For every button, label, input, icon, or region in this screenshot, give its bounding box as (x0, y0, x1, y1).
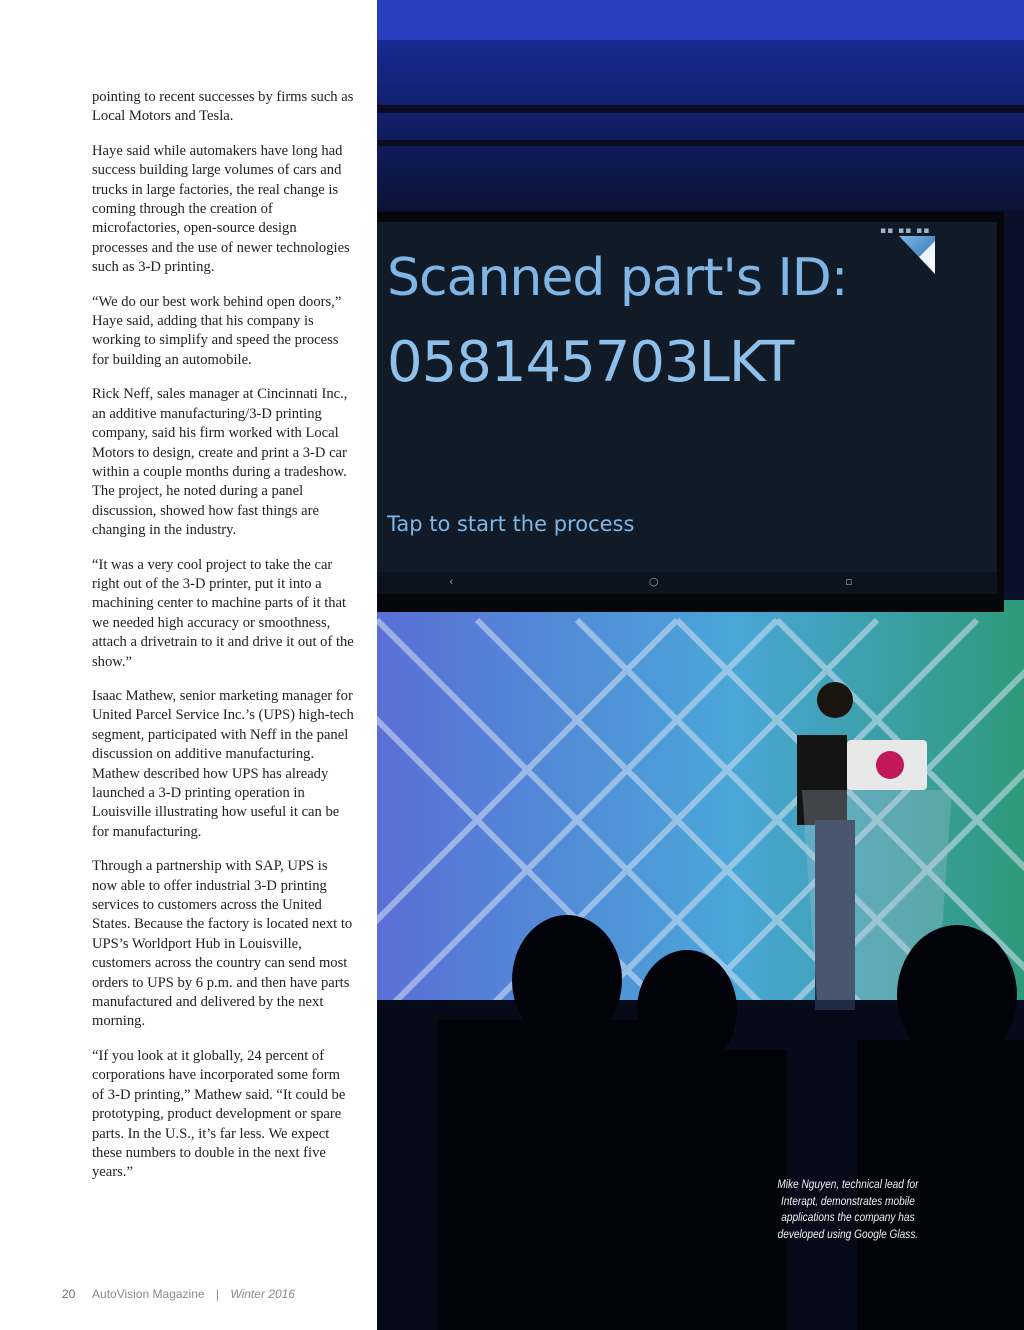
page-footer (62, 1287, 295, 1301)
magazine-name: AutoVision Magazine (92, 1287, 205, 1301)
status-icons: ▪▪ ▪▪ ▪▪ (880, 226, 931, 236)
article-paragraph: “We do our best work behind open doors,” Haye said, adding that his company is working to simplify and speed the process for building an automobile. (92, 293, 342, 368)
article-paragraph: “It was a very cool project to take the car right out of the 3-D printer, put it into a machining center to machine parts of it that we needed high accuracy or smoothness, attach a drivetrain to it and drive it out of the show.” (92, 556, 354, 670)
back-icon: ‹ (449, 575, 454, 588)
article-body (92, 88, 354, 1198)
tap-to-start-label: Tap to start the process (387, 512, 635, 536)
page-number: 20 (62, 1287, 76, 1301)
screen-nav-bar (377, 572, 997, 594)
article-paragraph: Haye said while automakers have long had success building large volumes of cars and trucks in large factories, the real change is coming through the creation of microfactories, open-source design processes and the use of newer technologies such as 3-D printing. (92, 142, 350, 276)
article-paragraph: Through a partnership with SAP, UPS is now able to offer industrial 3-D printing services to customers across the United States. Because the factory is located next to UPS’s Worldport Hub in Louisville, customers across the country can send most orders to UPS by 6 p.m. and then have parts manufactured and delivered by the next morning. (92, 858, 353, 1030)
scanned-part-id: 058145703LKT (387, 330, 794, 395)
photo-caption: Mike Nguyen, technical lead for Interapt, demonstrates mobile applications the company has developed using Google Glass. (777, 1179, 919, 1241)
article-paragraph: pointing to recent successes by firms such as Local Motors and Tesla. (92, 89, 354, 125)
article-paragraph: Rick Neff, sales manager at Cincinnati Inc., an additive manufacturing/3-D printing company, said his firm worked with Local Motors to design, create and print a 3-D car within a couple months during a tradeshow. The project, he noted during a panel discussion, showed how fast things are changing in the industry. (92, 386, 348, 539)
issue-date: Winter 2016 (230, 1287, 295, 1301)
footer-separator: | (215, 1287, 220, 1301)
recent-apps-icon: ▫ (845, 575, 853, 588)
stage-photo (377, 0, 1024, 1330)
home-icon: ○ (649, 575, 659, 588)
article-paragraph: “If you look at it globally, 24 percent of corporations have incorporated some form of 3-D printing,” Mathew said. “It could be prototyping, product development or spare parts. In the U.S., it’s far less. We expect these numbers to double in the next five years.” (92, 1047, 346, 1181)
stage-scene-illustration (377, 0, 1024, 1330)
article-paragraph: Isaac Mathew, senior marketing manager for United Parcel Service Inc.’s (UPS) high-tech segment, participated with Neff in the panel discussion on additive manufacturing. Mathew described how UPS has already launched a 3-D printing operation in Louisville illustrating how useful it can be for manufacturing. (92, 687, 354, 840)
screen-title: Scanned part's ID: (387, 248, 848, 308)
